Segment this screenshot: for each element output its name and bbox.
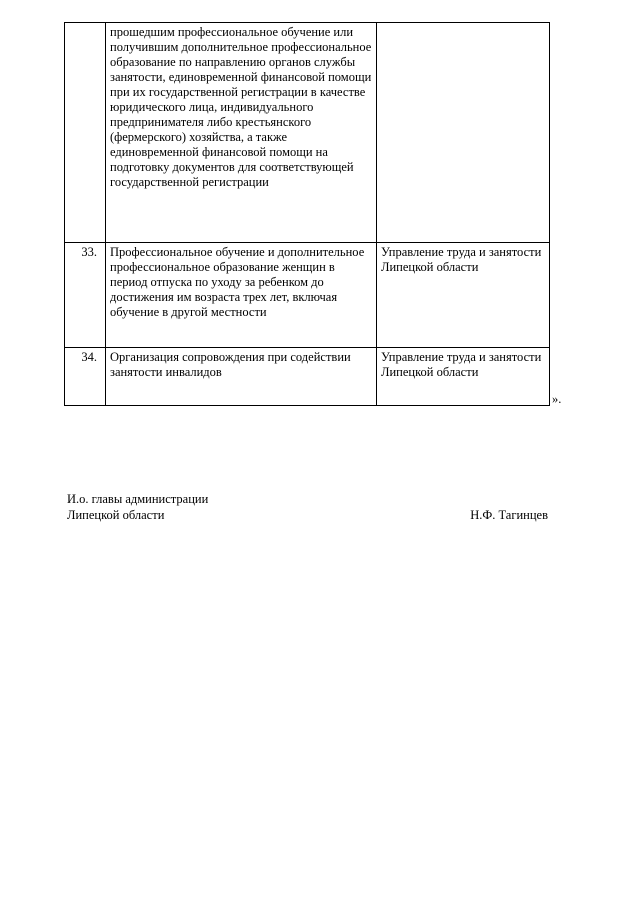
row-organization: Управление труда и занятости Липецкой области xyxy=(377,243,550,348)
row-organization xyxy=(377,23,550,243)
row-description: Профессиональное обучение и дополнительное профессиональное образование женщин в период отпуска по уходу за ребенком до достижения им возраста трех лет, включая обучение в другой местности xyxy=(106,243,377,348)
row-number xyxy=(65,23,106,243)
row-number: 34. xyxy=(65,348,106,406)
table-row xyxy=(65,243,550,348)
row-description: Организация сопровождения при содействии занятости инвалидов xyxy=(106,348,377,406)
row-description: прошедшим профессиональное обучение или получившим дополнительное профессиональное образование по направлению органов службы занятости, единовременной финансовой помощи при их государственной регистрации в качестве юридического лица, индивидуального предпринимателя либо крестьянского (фермерского) хозяйства, а также единовременной финансовой помощи на подготовку документов для соответствующей государственной регистрации xyxy=(106,23,377,243)
signature-block xyxy=(67,491,548,523)
signatory-title-line1: И.о. главы администрации xyxy=(67,492,209,506)
table-row xyxy=(65,348,550,406)
signature-line xyxy=(67,507,548,523)
closing-quote: ». xyxy=(552,392,562,406)
signatory-title-line2: Липецкой области xyxy=(67,508,165,522)
row-number: 33. xyxy=(65,243,106,348)
services-table xyxy=(64,22,550,406)
signatory-name: Н.Ф. Тагинцев xyxy=(470,508,548,522)
table-row xyxy=(65,23,550,243)
row-organization: Управление труда и занятости Липецкой области xyxy=(377,348,550,406)
